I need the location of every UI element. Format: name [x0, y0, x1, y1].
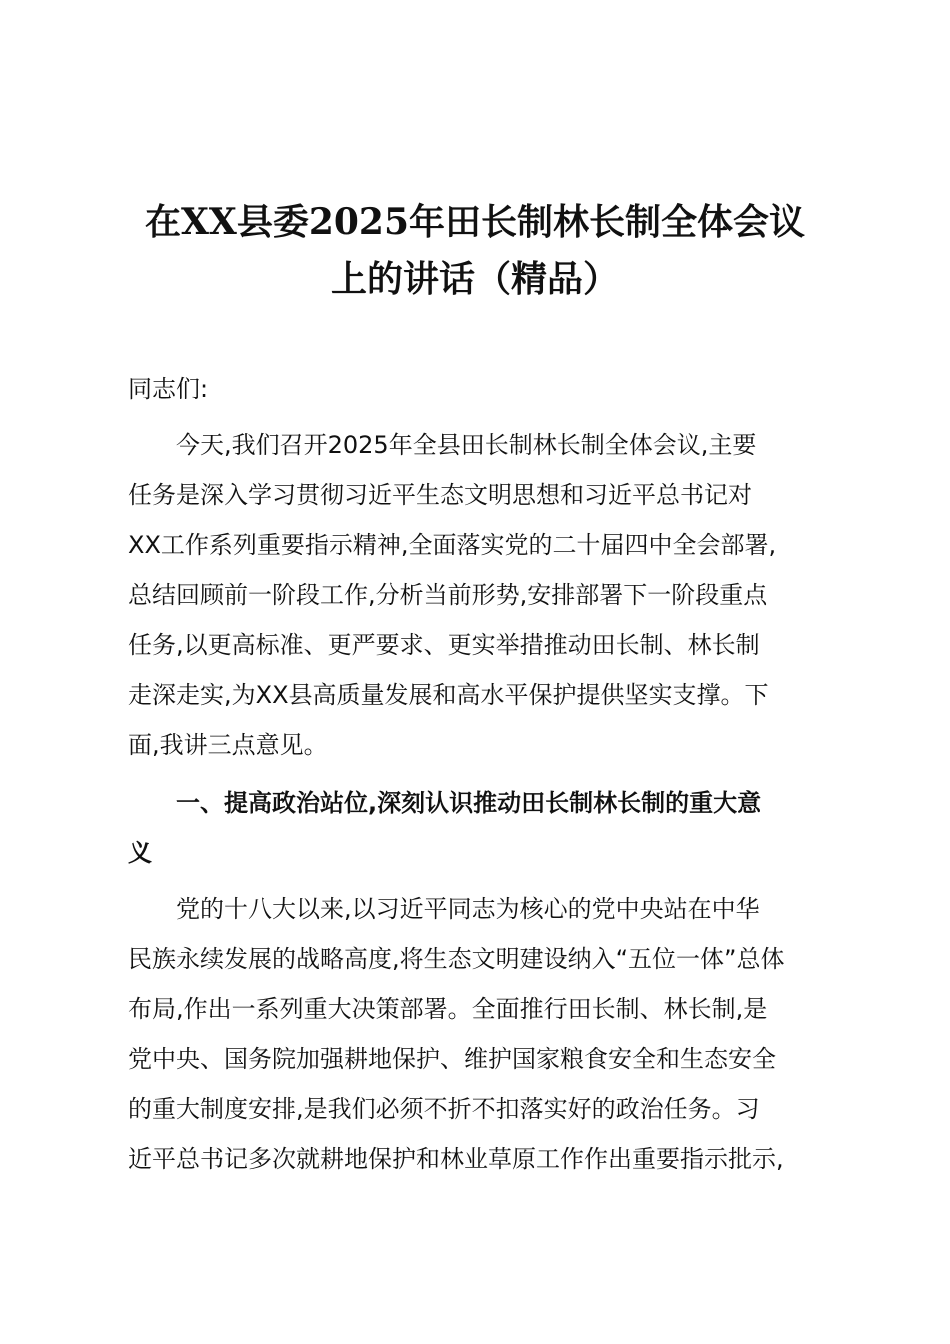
paragraph-line: 的重大制度安排,是我们必须不折不扣落实好的政治任务。习: [128, 1095, 760, 1123]
heading-line: 义: [128, 839, 152, 867]
paragraph-line: 党的十八大以来,以习近平同志为核心的党中央站在中华: [176, 895, 760, 923]
paragraph-line: 面,我讲三点意见。: [128, 731, 328, 759]
heading-line: 一、提高政治站位,深刻认识推动田长制林长制的重大意: [176, 789, 762, 817]
paragraph-opening: [128, 420, 828, 770]
paragraph-line: 走深走实,为XX县高质量发展和高水平保护提供坚实支撑。下: [128, 681, 769, 709]
section-heading-1: [128, 778, 828, 878]
salutation: 同志们:: [128, 375, 209, 403]
paragraph-section-1: [128, 884, 828, 1184]
paragraph-line: 民族永续发展的战略高度,将生态文明建设纳入“五位一体”总体: [128, 945, 785, 973]
paragraph-line: XX工作系列重要指示精神,全面落实党的二十届四中全会部署,: [128, 531, 777, 559]
paragraph-line: 近平总书记多次就耕地保护和林业草原工作作出重要指示批示,: [128, 1145, 784, 1173]
paragraph-line: 任务,以更高标准、更严要求、更实举措推动田长制、林长制: [128, 631, 760, 659]
paragraph-line: 布局,作出一系列重大决策部署。全面推行田长制、林长制,是: [128, 995, 768, 1023]
paragraph-line: 今天,我们召开2025年全县田长制林长制全体会议,主要: [176, 431, 757, 459]
document-title: [110, 194, 840, 308]
paragraph-line: 总结回顾前一阶段工作,分析当前形势,安排部署下一阶段重点: [128, 581, 768, 609]
paragraph-line: 任务是深入学习贯彻习近平生态文明思想和习近平总书记对: [128, 481, 752, 509]
title-line-1: 在XX县委2025年田长制林长制全体会议: [144, 201, 806, 243]
paragraph-line: 党中央、国务院加强耕地保护、维护国家粮食安全和生态安全: [128, 1045, 776, 1073]
title-line-2: 上的讲话（精品）: [330, 258, 619, 300]
